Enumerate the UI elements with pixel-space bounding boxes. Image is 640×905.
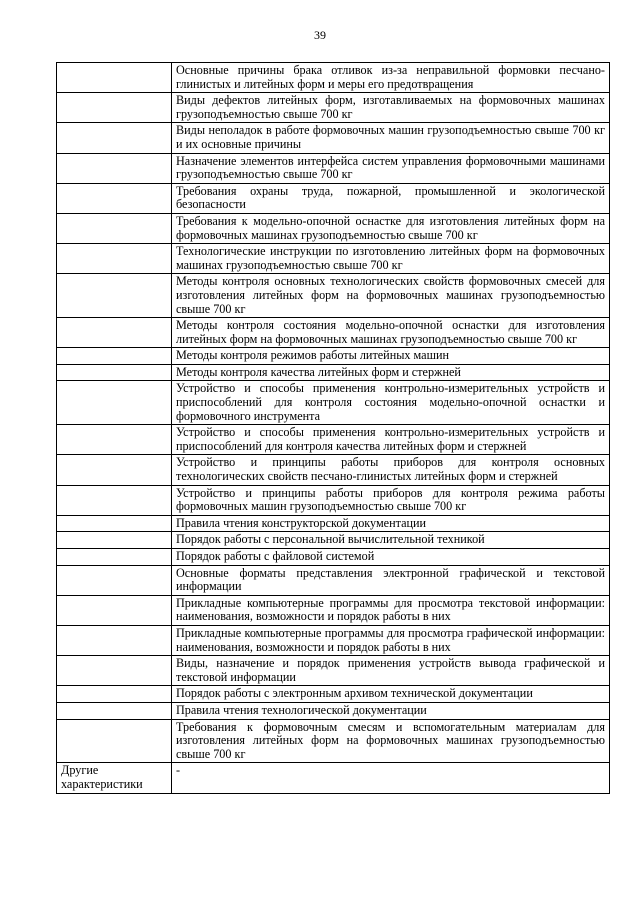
knowledge-item: Порядок работы с файловой системой (172, 549, 610, 566)
table-row (57, 702, 610, 719)
empty-label-cell (57, 532, 172, 549)
knowledge-item: Устройство и способы применения контрольно-измерительных устройств и приспособлений для контроля качества литейных форм и стержней (172, 425, 610, 455)
knowledge-item: Технологические инструкции по изготовлению литейных форм на формовочных машинах грузоподъемностью свыше 700 кг (172, 244, 610, 274)
knowledge-item: Основные причины брака отливок из-за неправильной формовки песчано-глинистых и литейных форм и меры его предотвращения (172, 63, 610, 93)
knowledge-item: Устройство и принципы работы приборов для контроля режима работы формовочных машин грузоподъемностью свыше 700 кг (172, 485, 610, 515)
empty-label-cell (57, 455, 172, 485)
table-row (57, 595, 610, 625)
table-row (57, 425, 610, 455)
knowledge-item: Правила чтения конструкторской документации (172, 515, 610, 532)
knowledge-item: Устройство и принципы работы приборов для контроля основных технологических свойств песчано-глинистых литейных форм и стержней (172, 455, 610, 485)
knowledge-item: Порядок работы с электронным архивом технической документации (172, 686, 610, 703)
empty-label-cell (57, 565, 172, 595)
table-row (57, 153, 610, 183)
knowledge-table-body (57, 63, 610, 794)
knowledge-table (56, 62, 610, 794)
empty-label-cell (57, 702, 172, 719)
table-row (57, 63, 610, 93)
table-row (57, 515, 610, 532)
empty-label-cell (57, 183, 172, 213)
empty-label-cell (57, 549, 172, 566)
empty-label-cell (57, 485, 172, 515)
empty-label-cell (57, 348, 172, 365)
empty-label-cell (57, 244, 172, 274)
empty-label-cell (57, 686, 172, 703)
table-row (57, 625, 610, 655)
table-row (57, 656, 610, 686)
table-row (57, 565, 610, 595)
empty-label-cell (57, 93, 172, 123)
table-row (57, 686, 610, 703)
empty-label-cell (57, 595, 172, 625)
empty-label-cell (57, 381, 172, 425)
knowledge-item: Методы контроля режимов работы литейных машин (172, 348, 610, 365)
knowledge-item: Прикладные компьютерные программы для просмотра графической информации: наименования, возможности и порядок работы в них (172, 625, 610, 655)
table-row (57, 244, 610, 274)
empty-label-cell (57, 656, 172, 686)
table-row (57, 549, 610, 566)
knowledge-item: Методы контроля состояния модельно-опочной оснастки для изготовления литейных форм на формовочных машинах грузоподъемностью свыше 700 кг (172, 318, 610, 348)
other-characteristics-label: Другие характеристики (57, 763, 172, 793)
knowledge-item: Виды неполадок в работе формовочных машин грузоподъемностью свыше 700 кг и их основные причины (172, 123, 610, 153)
knowledge-item: Виды дефектов литейных форм, изготавливаемых на формовочных машинах грузоподъемностью свыше 700 кг (172, 93, 610, 123)
knowledge-item: Требования охраны труда, пожарной, промышленной и экологической безопасности (172, 183, 610, 213)
empty-label-cell (57, 274, 172, 318)
knowledge-item: Виды, назначение и порядок применения устройств вывода графической и текстовой информации (172, 656, 610, 686)
empty-label-cell (57, 318, 172, 348)
knowledge-item: Методы контроля основных технологических свойств формовочных смесей для изготовления литейных форм на формовочных машинах грузоподъемностью свыше 700 кг (172, 274, 610, 318)
empty-label-cell (57, 364, 172, 381)
table-row (57, 381, 610, 425)
empty-label-cell (57, 719, 172, 763)
table-row (57, 213, 610, 243)
table-row (57, 455, 610, 485)
empty-label-cell (57, 213, 172, 243)
table-row (57, 348, 610, 365)
empty-label-cell (57, 153, 172, 183)
empty-label-cell (57, 123, 172, 153)
knowledge-item: Основные форматы представления электронной графической и текстовой информации (172, 565, 610, 595)
empty-label-cell (57, 425, 172, 455)
table-row (57, 183, 610, 213)
knowledge-item: Требования к формовочным смесям и вспомогательным материалам для изготовления литейных форм на формовочных машинах грузоподъемностью свыше 700 кг (172, 719, 610, 763)
table-row (57, 123, 610, 153)
empty-label-cell (57, 515, 172, 532)
knowledge-item: Методы контроля качества литейных форм и стержней (172, 364, 610, 381)
knowledge-item: Требования к модельно-опочной оснастке для изготовления литейных форм на формовочных машинах грузоподъемностью свыше 700 кг (172, 213, 610, 243)
table-row (57, 318, 610, 348)
table-row (57, 274, 610, 318)
knowledge-item: Прикладные компьютерные программы для просмотра текстовой информации: наименования, возможности и порядок работы в них (172, 595, 610, 625)
table-row (57, 485, 610, 515)
table-row (57, 93, 610, 123)
other-characteristics-value: - (172, 763, 610, 793)
knowledge-item: Устройство и способы применения контрольно-измерительных устройств и приспособлений для контроля состояния модельно-опочной оснастки и формовочного инструмента (172, 381, 610, 425)
knowledge-item: Правила чтения технологической документации (172, 702, 610, 719)
empty-label-cell (57, 625, 172, 655)
knowledge-item: Порядок работы с персональной вычислительной техникой (172, 532, 610, 549)
other-characteristics-row (57, 763, 610, 793)
knowledge-item: Назначение элементов интерфейса систем управления формовочными машинами грузоподъемностью свыше 700 кг (172, 153, 610, 183)
table-row (57, 532, 610, 549)
page-number: 39 (314, 28, 326, 42)
empty-label-cell (57, 63, 172, 93)
table-row (57, 364, 610, 381)
table-row (57, 719, 610, 763)
